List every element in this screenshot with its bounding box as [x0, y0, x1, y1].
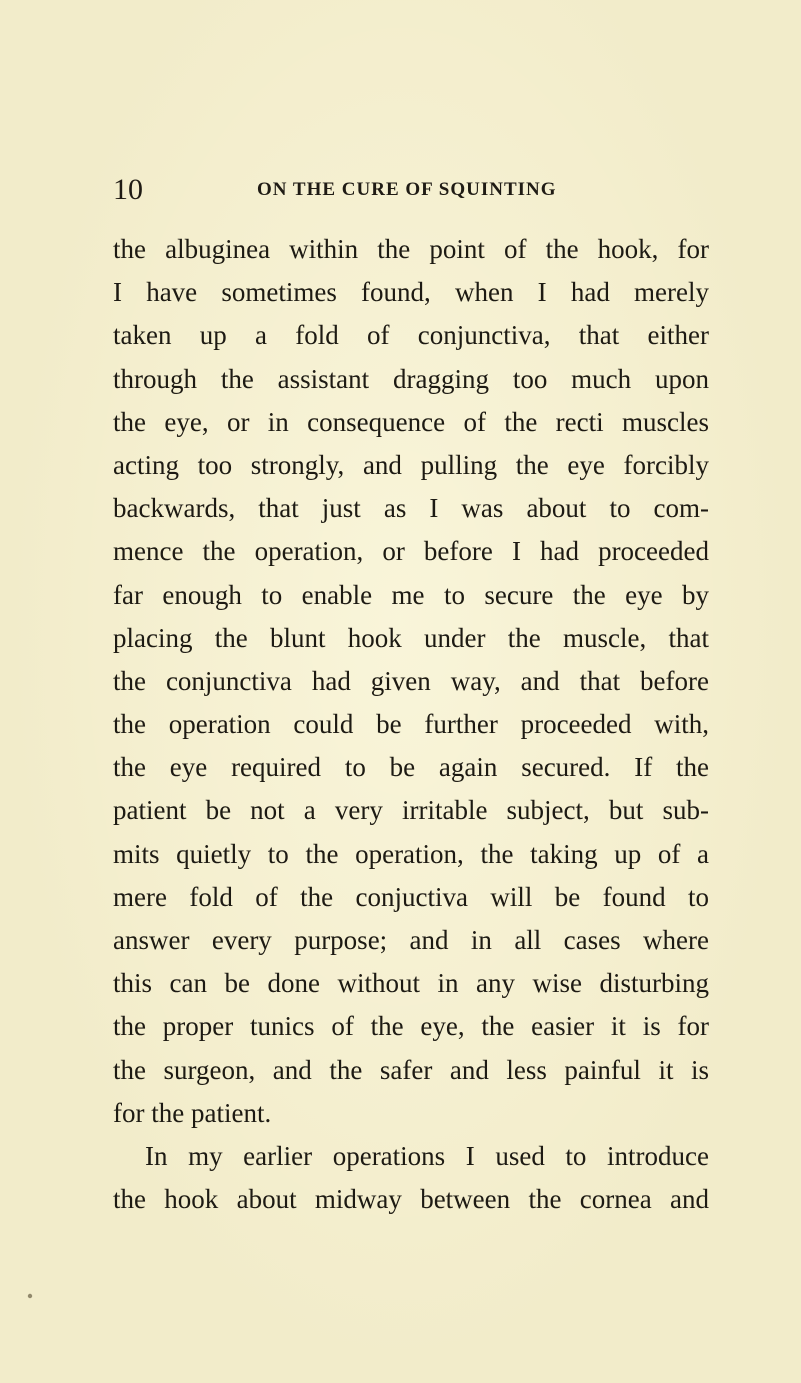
text-line: mere fold of the conjuctiva will be found to: [113, 881, 709, 912]
text-line: mence the operation, or before I had proceeded: [113, 536, 709, 567]
text-line: the proper tunics of the eye, the easier it is for: [113, 1011, 709, 1042]
text-line: the surgeon, and the safer and less painful it is: [113, 1054, 709, 1085]
body-text: [113, 228, 709, 1221]
text-line: the hook about midway between the cornea and: [113, 1184, 709, 1215]
text-line: answer every purpose; and in all cases where: [113, 925, 709, 955]
text-line-paragraph-end: for the patient.: [113, 1097, 272, 1128]
text-line: backwards, that just as I was about to com-: [113, 493, 709, 524]
text-line: far enough to enable me to secure the eye by: [113, 579, 709, 610]
text-line: this can be done without in any wise disturbing: [113, 968, 709, 999]
text-line: through the assistant dragging too much upon: [113, 363, 709, 394]
running-head: [113, 170, 703, 210]
text-line: I have sometimes found, when I had merely: [113, 277, 709, 308]
text-line: the operation could be further proceeded with,: [113, 709, 709, 740]
text-line: the eye required to be again secured. If the: [113, 752, 709, 783]
text-line: mits quietly to the operation, the taking up of a: [113, 838, 709, 869]
text-line: the conjunctiva had given way, and that before: [113, 665, 709, 696]
running-title: ON THE CURE OF SQUINTING: [257, 179, 557, 200]
text-line: patient be not a very irritable subject, but sub-: [113, 795, 709, 826]
page-number: 10: [113, 173, 143, 206]
text-line: taken up a fold of conjunctiva, that either: [113, 320, 709, 351]
text-line: the eye, or in consequence of the recti muscles: [113, 406, 709, 437]
text-line: acting too strongly, and pulling the eye forcibly: [113, 449, 709, 480]
text-line: the albuginea within the point of the hook, for: [113, 234, 709, 264]
text-line-paragraph-start: In my earlier operations I used to introduce: [145, 1140, 709, 1171]
text-line: placing the blunt hook under the muscle, that: [113, 622, 709, 653]
